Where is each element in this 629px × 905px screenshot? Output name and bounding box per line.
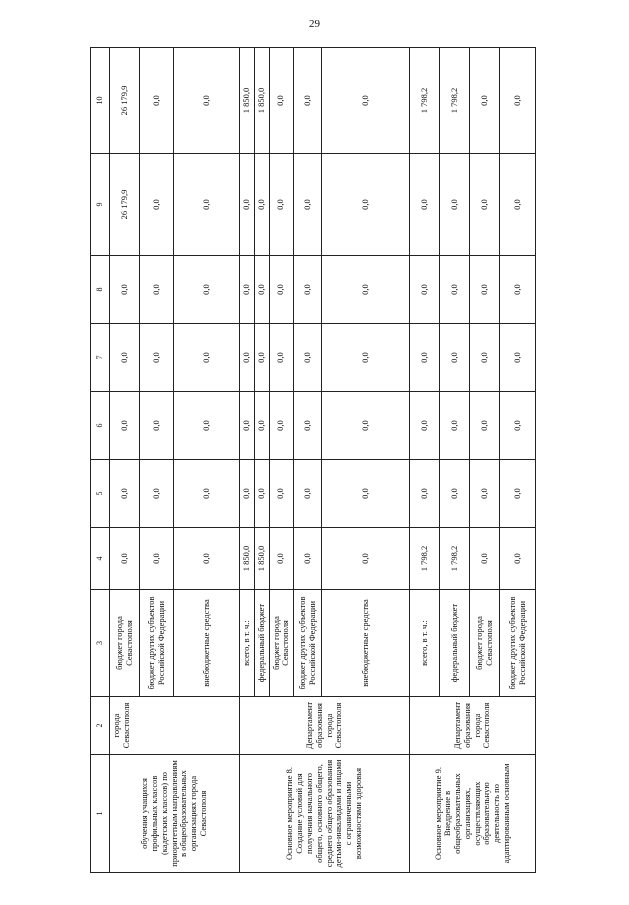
value-cell: 0,0 [110,528,140,590]
value-cell: 0,0 [470,256,500,324]
value-cell: 0,0 [410,154,440,256]
page-number: 29 [309,18,320,30]
value-cell: 0,0 [500,324,536,392]
value-cell: 0,0 [410,256,440,324]
value-cell: 0,0 [174,324,240,392]
value-cell: 0,0 [294,392,322,460]
header-cell: 4 [91,528,110,590]
value-cell: 0,0 [500,528,536,590]
value-cell: 1 850,0 [240,528,255,590]
value-cell: 26 179,9 [110,48,140,154]
value-cell: 0,0 [269,528,294,590]
value-cell: 0,0 [254,392,269,460]
value-cell: 0,0 [500,256,536,324]
value-cell: 0,0 [410,324,440,392]
value-cell: 1 798,2 [410,48,440,154]
value-cell: 0,0 [294,460,322,528]
rotated-table-canvas [90,48,527,873]
header-cell: 8 [91,256,110,324]
value-cell: 0,0 [322,528,410,590]
value-cell: 0,0 [294,48,322,154]
funding-source: федеральный бюджет [440,590,470,697]
header-row [91,48,110,873]
value-cell: 1 850,0 [240,48,255,154]
value-cell: 0,0 [269,256,294,324]
value-cell: 0,0 [500,460,536,528]
value-cell: 0,0 [470,528,500,590]
value-cell: 0,0 [254,324,269,392]
value-cell: 0,0 [174,528,240,590]
value-cell: 0,0 [140,48,174,154]
value-cell: 0,0 [254,256,269,324]
value-cell: 0,0 [269,48,294,154]
value-cell: 0,0 [294,154,322,256]
value-cell: 0,0 [440,256,470,324]
value-cell: 0,0 [140,460,174,528]
value-cell: 0,0 [240,324,255,392]
value-cell: 26 179,9 [110,154,140,256]
value-cell: 0,0 [240,154,255,256]
funding-source: бюджет других субъектов Российской Федерации [140,590,174,697]
value-cell: 0,0 [140,392,174,460]
value-cell: 0,0 [110,324,140,392]
value-cell: 0,0 [440,392,470,460]
value-cell: 0,0 [322,256,410,324]
value-cell: 0,0 [269,460,294,528]
value-cell: 0,0 [322,154,410,256]
value-cell: 1 850,0 [254,48,269,154]
value-cell: 0,0 [294,528,322,590]
value-cell: 0,0 [440,460,470,528]
funding-source: всего, в т. ч.: [240,590,255,697]
value-cell: 0,0 [470,324,500,392]
budget-table [90,47,536,873]
header-cell: 10 [91,48,110,154]
funding-source: бюджет города Севастополя [269,590,294,697]
executor-cell: города Севастополя [110,697,240,755]
executor-cell: Департамент образования города Севастополя [410,697,536,755]
value-cell: 0,0 [322,48,410,154]
value-cell: 0,0 [294,324,322,392]
value-cell: 0,0 [410,460,440,528]
value-cell: 1 798,2 [410,528,440,590]
value-cell: 0,0 [140,256,174,324]
value-cell: 0,0 [470,460,500,528]
value-cell: 0,0 [174,256,240,324]
value-cell: 0,0 [269,154,294,256]
value-cell: 0,0 [254,154,269,256]
funding-source: бюджет города Севастополя [110,590,140,697]
table-row [410,48,440,873]
header-cell: 6 [91,392,110,460]
value-cell: 0,0 [440,154,470,256]
value-cell: 0,0 [322,324,410,392]
value-cell: 0,0 [240,392,255,460]
header-cell: 7 [91,324,110,392]
header-cell: 1 [91,755,110,873]
measure-description: Основное мероприятие 9. Внедрение в общеобразовательных организациях, осуществляющих образовательную деятельность по адаптированным основным [410,755,536,873]
value-cell: 0,0 [140,528,174,590]
table-row [240,48,255,873]
value-cell: 1 798,2 [440,528,470,590]
header-cell: 5 [91,460,110,528]
value-cell: 0,0 [240,256,255,324]
value-cell: 0,0 [174,460,240,528]
value-cell: 0,0 [174,392,240,460]
value-cell: 0,0 [322,460,410,528]
value-cell: 0,0 [240,460,255,528]
value-cell: 0,0 [269,324,294,392]
measure-description: обучения учащихся профильных классов (кадетских классов) по приоритетным направлениям в общеобразовательных организациях города Севастополя [110,755,240,873]
value-cell: 0,0 [110,392,140,460]
value-cell: 0,0 [140,324,174,392]
header-cell: 2 [91,697,110,755]
header-cell: 9 [91,154,110,256]
value-cell: 0,0 [269,392,294,460]
funding-source: бюджет других субъектов Российской Федерации [294,590,322,697]
measure-description: Основное мероприятие 8. Создание условий для получения начального общего, основного общего, среднего общего образования детьми-инвалидами и лицами с ограниченными возможностями здоровья [240,755,410,873]
value-cell: 0,0 [294,256,322,324]
value-cell: 0,0 [174,48,240,154]
funding-source: внебюджетные средства [174,590,240,697]
funding-source: всего, в т. ч.: [410,590,440,697]
value-cell: 0,0 [470,154,500,256]
value-cell: 0,0 [440,324,470,392]
value-cell: 0,0 [254,460,269,528]
value-cell: 0,0 [140,154,174,256]
header-cell: 3 [91,590,110,697]
funding-source: федеральный бюджет [254,590,269,697]
value-cell: 0,0 [110,460,140,528]
value-cell: 1 798,2 [440,48,470,154]
value-cell: 0,0 [470,392,500,460]
table-row [110,48,140,873]
funding-source: внебюджетные средства [322,590,410,697]
executor-cell: Департамент образования города Севастополя [240,697,410,755]
value-cell: 0,0 [322,392,410,460]
funding-source: бюджет других субъектов Российской Федерации [500,590,536,697]
funding-source: бюджет города Севастополя [470,590,500,697]
value-cell: 0,0 [174,154,240,256]
value-cell: 0,0 [500,48,536,154]
value-cell: 1 850,0 [254,528,269,590]
value-cell: 0,0 [110,256,140,324]
value-cell: 0,0 [500,392,536,460]
value-cell: 0,0 [410,392,440,460]
value-cell: 0,0 [500,154,536,256]
value-cell: 0,0 [470,48,500,154]
rotated-table-frame [90,48,527,873]
